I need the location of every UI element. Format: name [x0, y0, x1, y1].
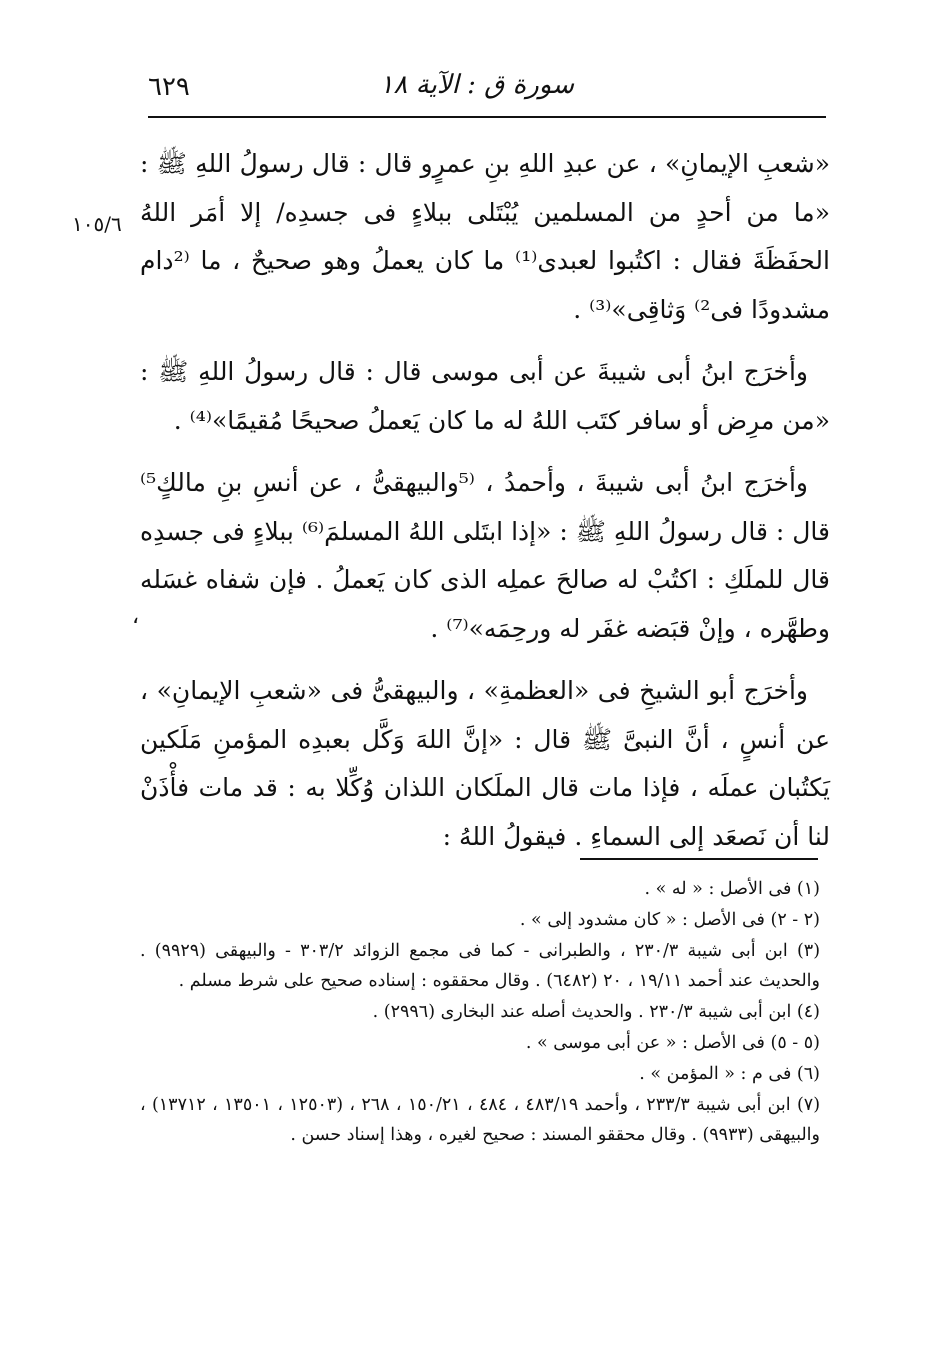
footnote: (٣) ابن أبى شيبة ٢٣٠/٣ ، والطبرانى - كما فى مجمع الزوائد ٣٠٣/٢ - والبيهقى (٩٩٢٩) . والحديث عند أحمد ١٩/١١ ، ٢٠ (٦٤٨٢) . وقال محققوه : إسناده صحيح على شرط مسلم .	[140, 940, 821, 992]
footnote: (٢ - ٢) فى الأصل : « كان مشدود إلى » .	[519, 909, 820, 930]
footnote: (١) فى الأصل : « له » .	[644, 879, 820, 899]
footnote-separator	[580, 858, 818, 860]
paragraph: وأخرَج ابنُ أبى شيبةَ عن أبى موسى قال : قال رسولُ اللهِ ﷺ : «من مرِض أو سافر كتَب اللهُ له ما كان يَعملُ صحيحًا مُقيمًا»⁽⁴⁾ .	[140, 357, 830, 435]
paragraph: وأخرَج أبو الشيخِ فى «العظمةِ» ، والبيهقىُّ فى «شعبِ الإيمانِ» ، عن أنسٍ ، أنَّ النبىَّ ﷺ قال : «إنَّ اللهَ وَكَّل بعبدِه المؤمنِ مَلَكين يَكتُبان عملَه ، فإذا مات قال الملَكان اللذان وُكِّلا به : قد مات فأْذَنْ لنا أن نَصعَد إلى السماءِ . فيقولُ اللهُ :	[140, 676, 830, 851]
main-text	[140, 140, 830, 875]
footnote: (٥ - ٥) فى الأصل : « عن أبى موسى » .	[525, 1032, 820, 1053]
footnote: (٧) ابن أبى شيبة ٢٣٣/٣ ، وأحمد ٤٨٣/١٩ ، ٤٨٤ ، ١٥٠/٢١ ، ٢٦٨ ، (١٢٥٠٣ ، ١٣٥٠١ ، ١٣٧١٢) ، والبيهقى (٩٩٣٣) . وقال محققو المسند : صحيح لغيره ، وهذا إسناد حسن .	[140, 1094, 821, 1146]
running-title: سورة ق : الآية ١٨	[379, 70, 574, 100]
footnote: (٦) فى م : « المؤمن » .	[639, 1063, 820, 1084]
margin-volume-page-note: ١٠٥/٦	[72, 212, 122, 236]
footnote: (٤) ابن أبى شيبة ٢٣٠/٣ . والحديث أصله عند البخارى (٢٩٩٦) .	[372, 1002, 820, 1023]
page-header	[148, 66, 826, 118]
page-number: ٦٢٩	[148, 72, 190, 102]
paragraph: «شعبِ الإيمانِ» ، عن عبدِ اللهِ بنِ عمرٍو قال : قال رسولُ اللهِ ﷺ : «ما من أحدٍ من المسلمين يُبْتَلى ببلاءٍ فى جسدِه/ إلا أمَر اللهُ الحفَظَةَ فقال : اكتُبوا لعبدى⁽¹⁾ ما كان يعملُ وهو صحيحٌ ، ما ⁽²دام مشدودًا فى²⁾ وَثاقِى»⁽³⁾ .	[140, 149, 830, 324]
footnotes	[140, 874, 820, 1151]
margin-mark: ،	[132, 604, 140, 629]
paragraph: وأخرَج ابنُ أبى شيبةَ ، وأحمدُ ، ⁽⁵والبيهقىُّ ، عن أنسِ بنِ مالكٍ⁵⁾ قال : قال رسولُ اللهِ ﷺ : «إذا ابتَلى اللهُ المسلمَ⁽⁶⁾ ببلاءٍ فى جسدِه قال للملَكِ : اكتُبْ له صالحَ عملِه الذى كان يَعملُ . فإن شفاه غسَله وطهَّره ، وإنْ قبَضه غفَر له ورحِمَه»⁽⁷⁾ .	[140, 468, 831, 643]
